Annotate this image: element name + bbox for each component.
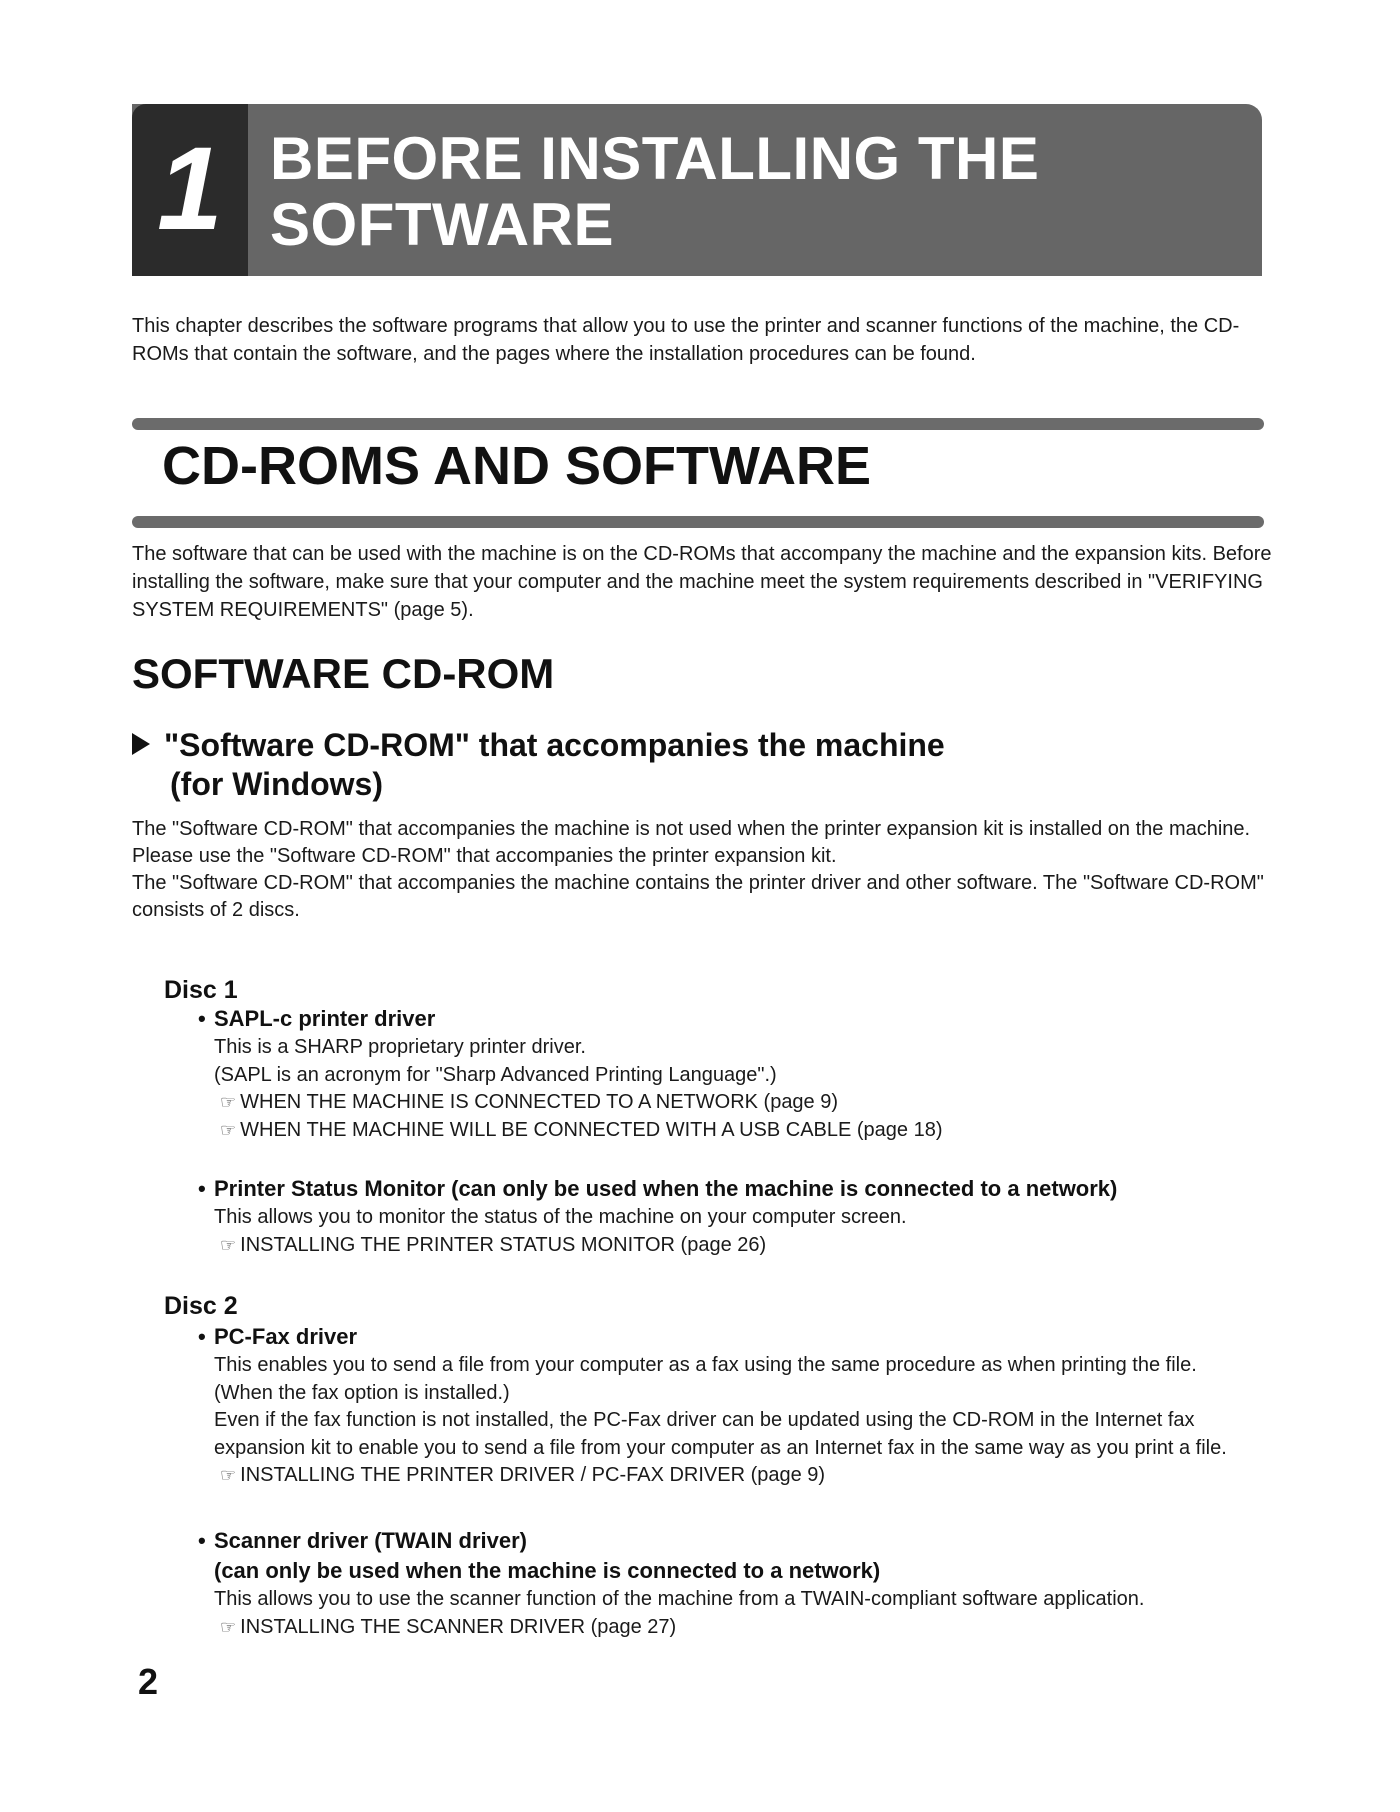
disc-1-item-sapl-driver	[198, 1004, 1278, 1144]
chapter-number: 1	[157, 123, 223, 255]
bullet-title	[198, 1174, 1278, 1204]
reference-text: INSTALLING THE PRINTER STATUS MONITOR (page 26)	[240, 1233, 767, 1256]
item-description: Even if the fax function is not installed, the PC-Fax driver can be updated using the CD-ROM in the Internet fax	[214, 1409, 1195, 1431]
bullet-glyph: •	[198, 1324, 206, 1349]
disc-2-item-pc-fax-driver	[198, 1322, 1278, 1490]
subsection-paragraph-1: The "Software CD-ROM" that accompanies the machine is not used when the printer expansion kit is installed on the machine. Please use the "Software CD-ROM" that accompanies the printer expansion kit.	[132, 818, 1251, 867]
section-top-bar	[132, 418, 1264, 430]
item-description: This allows you to monitor the status of the machine on your computer screen.	[214, 1206, 907, 1228]
chapter-title	[270, 126, 1039, 258]
bullet-title-text: Printer Status Monitor (can only be used when the machine is connected to a network)	[214, 1176, 1118, 1201]
bullet-title-text: Scanner driver (TWAIN driver)	[214, 1528, 527, 1553]
chapter-intro: This chapter describes the software programs that allow you to use the printer and scanner functions of the machine, the CD-ROMs that contain the software, and the pages where the installation procedures can be found.	[132, 315, 1240, 365]
reference-link[interactable]	[198, 1462, 1278, 1490]
bullet-title	[198, 1004, 1278, 1034]
disc-2-item-scanner-driver	[198, 1526, 1278, 1641]
pointing-hand-icon: ☞	[220, 1465, 237, 1485]
item-heading-line-1: "Software CD-ROM" that accompanies the machine	[164, 727, 945, 763]
triangle-arrow-icon	[132, 733, 150, 755]
section-intro: The software that can be used with the machine is on the CD-ROMs that accompany the machine and the expansion kits. Before installing the software, make sure that your computer and the machine meet the system requirements described in "VERIFYING SYSTEM REQUIREMENTS" (page 5).	[132, 543, 1272, 621]
disc-1-item-status-monitor	[198, 1174, 1278, 1259]
bullet-glyph: •	[198, 1528, 206, 1553]
item-description: (SAPL is an acronym for "Sharp Advanced Printing Language".)	[214, 1063, 777, 1086]
bullet-title-continuation: (can only be used when the machine is connected to a network)	[214, 1558, 881, 1583]
item-description: (When the fax option is installed.)	[214, 1381, 510, 1404]
page-number: 2	[138, 1661, 159, 1702]
section-title: CD-ROMS AND SOFTWARE	[162, 436, 871, 496]
bullet-title-text: PC-Fax driver	[214, 1324, 358, 1349]
reference-text: WHEN THE MACHINE WILL BE CONNECTED WITH A USB CABLE (page 18)	[240, 1118, 943, 1141]
disc-1-title: Disc 1	[164, 976, 238, 1004]
bullet-title	[198, 1322, 1278, 1352]
item-description: This enables you to send a file from your computer as a fax using the same procedure as when printing the file.	[214, 1354, 1197, 1376]
item-description: This is a SHARP proprietary printer driver.	[214, 1036, 586, 1058]
section-bottom-bar	[132, 516, 1264, 528]
item-heading-line-2: (for Windows)	[170, 766, 383, 802]
bullet-glyph: •	[198, 1006, 206, 1031]
pointing-hand-icon: ☞	[220, 1234, 237, 1255]
item-description: This allows you to use the scanner function of the machine from a TWAIN-compliant software application.	[214, 1588, 1145, 1610]
pointing-hand-icon: ☞	[220, 1616, 237, 1637]
item-description: expansion kit to enable you to send a file from your computer as an Internet fax in the same way as you print a file.	[214, 1436, 1227, 1459]
chapter-title-line-1: BEFORE INSTALLING THE	[270, 125, 1040, 192]
bullet-title-text: SAPL-c printer driver	[214, 1006, 436, 1031]
reference-link[interactable]	[198, 1117, 1278, 1145]
reference-text: INSTALLING THE SCANNER DRIVER (page 27)	[240, 1615, 677, 1638]
reference-link[interactable]	[198, 1089, 1278, 1117]
pointing-hand-icon: ☞	[220, 1119, 237, 1140]
chapter-title-line-2: SOFTWARE	[270, 191, 614, 258]
disc-2-title: Disc 2	[164, 1292, 238, 1320]
subsection-paragraph-2: The "Software CD-ROM" that accompanies the machine contains the printer driver and other software. The "Software CD-ROM" consists of 2 discs.	[132, 872, 1264, 921]
reference-text: INSTALLING THE PRINTER DRIVER / PC-FAX DRIVER (page 9)	[240, 1464, 826, 1486]
reference-link[interactable]	[198, 1232, 1278, 1260]
subsection-title: SOFTWARE CD-ROM	[132, 650, 555, 697]
subsection-paragraphs	[132, 816, 1272, 924]
bullet-title	[198, 1526, 1278, 1586]
bullet-glyph: •	[198, 1176, 206, 1201]
pointing-hand-icon: ☞	[220, 1092, 237, 1112]
item-heading	[132, 726, 945, 804]
reference-text: WHEN THE MACHINE IS CONNECTED TO A NETWORK (page 9)	[240, 1091, 839, 1113]
chapter-banner	[132, 104, 1262, 276]
reference-link[interactable]	[198, 1614, 1278, 1642]
chapter-number-box	[132, 104, 248, 276]
